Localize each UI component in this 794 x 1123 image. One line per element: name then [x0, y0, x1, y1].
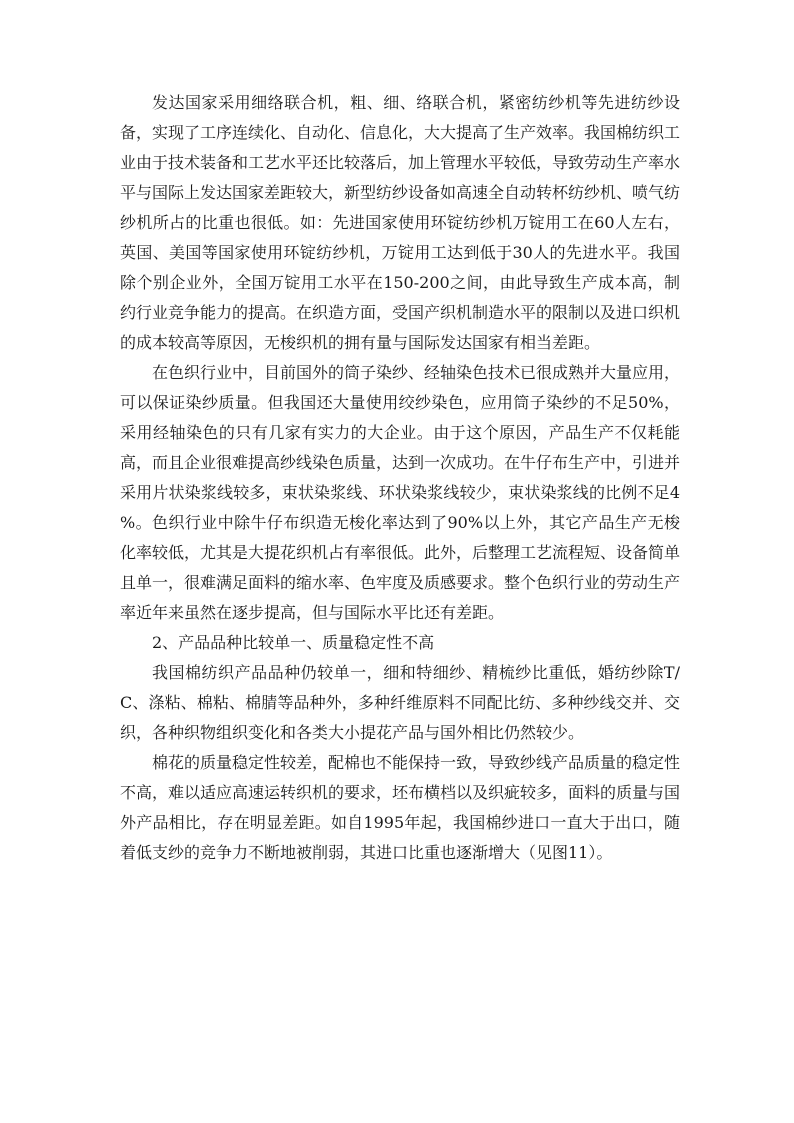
paragraph-yarn-dyed-industry: 在色织行业中，目前国外的筒子染纱、经轴染色技术已很成熟并大量应用，可以保证染纱质量。但我国还大量使用绞纱染色，应用筒子染纱的不足50%，采用经轴染色的只有几家有实力的大企业。由于这个原因，产品生产不仅耗能高，而且企业很难提高纱线染色质量，达到一次成功。在牛仔布生产中，引进并采用片状染浆线较多，束状染浆线、环状染浆线较少，束状染浆线的比例不足4 %。色织行业中除牛仔布织造无梭化率达到了90%以上外，其它产品生产无梭化率较低，尤其是大提花织机占有率很低。此外，后整理工艺流程短、设备简单且单一，很难满足面料的缩水率、色牢度及质感要求。整个色织行业的劳动生产率近年来虽然在逐步提高，但与国际水平比还有差距。: [120, 363, 681, 622]
document-page: [120, 88, 680, 868]
paragraph-quality-stability: 棉花的质量稳定性较差，配棉也不能保持一致，导致纱线产品质量的稳定性不高，难以适应高速运转织机的要求，坯布横档以及织疵较多，面料的质量与国外产品相比，存在明显差距。如自1995年起，我国棉纱进口一直大于出口，随着低支纱的竞争力不断地被削弱，其进口比重也逐渐增大（见图11）。: [120, 753, 681, 862]
paragraph-product-variety: 我国棉纺织产品品种仍较单一，细和特细纱、精梳纱比重低，婚纺纱除T/C、涤粘、棉粘、棉腈等品种外，多种纤维原料不同配比纺、多种纱线交并、交织，各种织物组织变化和各类大小提花产品与国外相比仍然较少。: [120, 663, 680, 742]
section-heading: 2、产品品种比较单一、质量稳定性不高: [152, 633, 435, 652]
paragraph-spinning-equipment: 发达国家采用细络联合机，粗、细、络联合机，紧密纺纱机等先进纺纱设备，实现了工序连续化、自动化、信息化，大大提高了生产效率。我国棉纺织工业由于技术装备和工艺水平还比较落后，加上管理水平较低，导致劳动生产率水平与国际上发达国家差距较大，新型纺纱设备如高速全自动转杯纺纱机、喷气纺纱机所占的比重也很低。如：先进国家使用环锭纺纱机万锭用工在60人左右，英国、美国等国家使用环锭纺纱机，万锭用工达到低于30人的先进水平。我国除个别企业外，全国万锭用工水平在150-200之间，由此导致生产成本高，制约行业竞争能力的提高。在织造方面，受国产织机制造水平的限制以及进口织机的成本较高等原因，无梭织机的拥有量与国际发达国家有相当差距。: [120, 93, 681, 352]
